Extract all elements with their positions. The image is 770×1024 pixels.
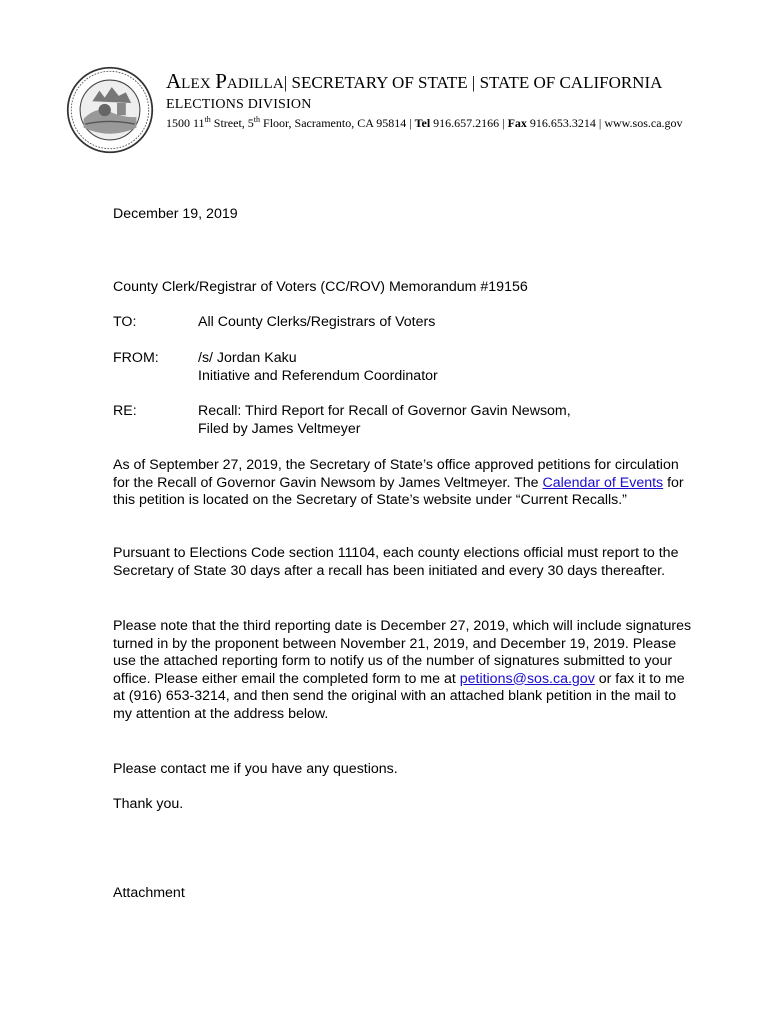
petitions-email-link[interactable]: petitions@sos.ca.gov bbox=[459, 670, 595, 687]
to-value: All County Clerks/Registrars of Voters bbox=[198, 314, 436, 330]
paragraph-reporting-date: Please note that the third reporting date is December 27, 2019, which will include signatures turned in by the proponent between November 21, 2019, and December 19, 2019. Please use the attached reporting form to notify us of the number of signatures submitted to your office. Please either email the completed form to me at petitions@sos.ca.gov or fax it to me at (916) 653-3214, and then send the original with an attached blank petition in the mail to my attention at the address below. bbox=[113, 618, 692, 722]
letterhead-title: ALEX PADILLA| SECRETARY OF STATE | STATE OF CALIFORNIA bbox=[166, 69, 663, 93]
attachment-label: Attachment bbox=[113, 885, 185, 901]
letterhead-division: ELECTIONS DIVISION bbox=[166, 97, 312, 112]
paragraph-contact: Please contact me if you have any questions. bbox=[113, 761, 398, 777]
from-value-name: /s/ Jordan Kaku bbox=[198, 350, 297, 366]
re-label: RE: bbox=[113, 403, 137, 419]
re-value-line2: Filed by James Veltmeyer bbox=[198, 420, 361, 437]
state-seal-logo bbox=[66, 66, 154, 154]
letterhead bbox=[166, 70, 683, 132]
paragraph-elections-code: Pursuant to Elections Code section 11104, each county elections official must report to the Secretary of State 30 days after a recall has been initiated and every 30 days thereafter. bbox=[113, 545, 679, 579]
paragraph-approval: As of September 27, 2019, the Secretary of State’s office approved petitions for circulation for the Recall of Governor Gavin Newsom by James Veltmeyer. The Calendar of Events for this petition is located on the Secretary of State’s website under “Current Recalls.” bbox=[113, 457, 684, 508]
from-value-title: Initiative and Referendum Coordinator bbox=[198, 367, 438, 384]
to-label: TO: bbox=[113, 314, 137, 330]
calendar-of-events-link[interactable]: Calendar of Events bbox=[542, 474, 664, 491]
memo-date: December 19, 2019 bbox=[113, 206, 238, 222]
re-value-line1: Recall: Third Report for Recall of Governor Gavin Newsom, bbox=[198, 403, 571, 419]
letterhead-address: 1500 11th Street, 5th Floor, Sacramento, CA 95814 | Tel 916.657.2166 | Fax 916.653.3214 | www.sos.ca.gov bbox=[166, 115, 683, 130]
from-label: FROM: bbox=[113, 350, 159, 366]
memo-subject: County Clerk/Registrar of Voters (CC/ROV) Memorandum #19156 bbox=[113, 279, 528, 295]
paragraph-thanks: Thank you. bbox=[113, 796, 184, 812]
